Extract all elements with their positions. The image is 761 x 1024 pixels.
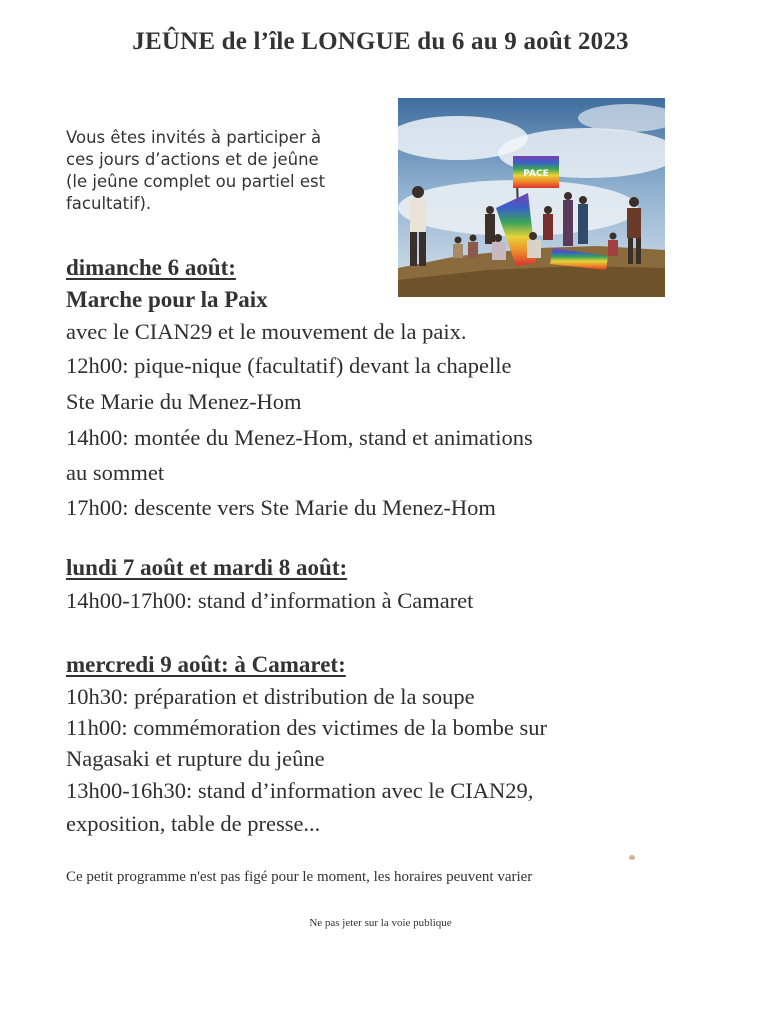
intro-text — [66, 127, 386, 215]
schedule-line: Nagasaki et rupture du jeûne — [66, 746, 325, 771]
section-day-1 — [66, 252, 716, 526]
day-heading: lundi 7 août et mardi 8 août: — [66, 555, 348, 580]
section-day-3 — [66, 648, 716, 840]
day-heading: dimanche 6 août: — [66, 255, 236, 280]
schedule-line: 10h30: préparation et distribution de la soupe — [66, 684, 475, 709]
svg-text:PACE: PACE — [523, 169, 549, 179]
page-title: JEÛNE de l’île LONGUE du 6 au 9 août 2023 — [132, 28, 629, 55]
schedule-line: 17h00: descente vers Ste Marie du Menez-Hom — [66, 495, 496, 520]
paper-speck — [629, 855, 635, 860]
schedule-line: 11h00: commémoration des victimes de la bombe sur — [66, 715, 547, 740]
event-title: Marche pour la Paix — [66, 287, 268, 312]
schedule-line: au sommet — [66, 460, 165, 485]
schedule-line: exposition, table de presse... — [66, 811, 321, 836]
schedule-line: 14h00: montée du Menez-Hom, stand et animations — [66, 425, 533, 450]
schedule-line: 12h00: pique-nique (facultatif) devant la chapelle — [66, 353, 512, 378]
footnote: Ce petit programme n'est pas figé pour le moment, les horaires peuvent varier — [66, 869, 533, 885]
schedule-line: Ste Marie du Menez-Hom — [66, 389, 302, 414]
intro-line: facultatif). — [66, 194, 152, 213]
intro-line: Vous êtes invités à participer à — [66, 128, 322, 147]
section-day-2 — [66, 551, 716, 617]
intro-line: (le jeûne complet ou partiel est — [66, 172, 326, 191]
schedule-line: avec le CIAN29 et le mouvement de la paix. — [66, 319, 467, 344]
intro-line: ces jours d’actions et de jeûne — [66, 150, 319, 169]
day-heading: mercredi 9 août: à Camaret: — [66, 652, 346, 677]
schedule-line: 13h00-16h30: stand d’information avec le CIAN29, — [66, 778, 534, 803]
schedule-line: 14h00-17h00: stand d’information à Camaret — [66, 588, 474, 613]
small-print: Ne pas jeter sur la voie publique — [309, 917, 452, 929]
